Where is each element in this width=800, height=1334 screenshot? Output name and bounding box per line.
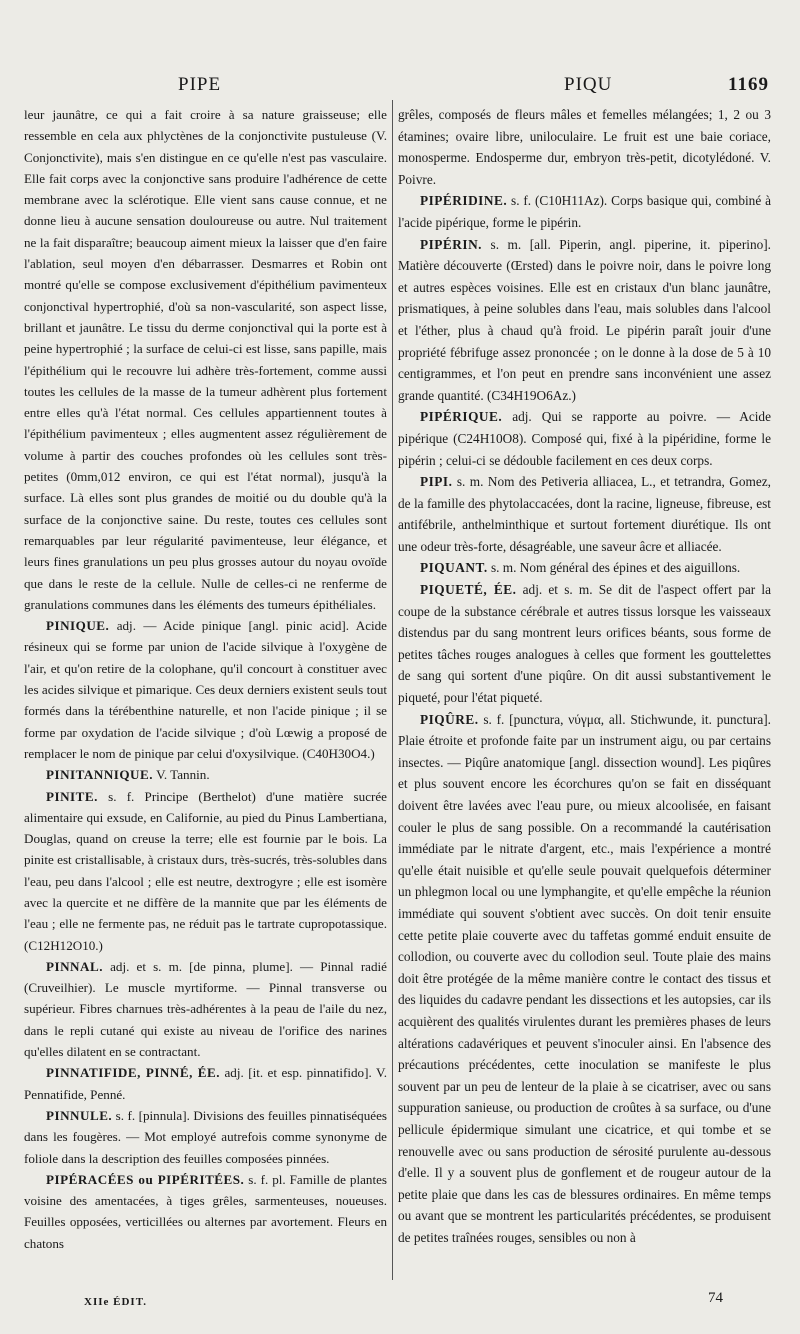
entry	[398, 406, 771, 471]
page-number: 1169	[728, 74, 769, 95]
entry-headword: PINNULE.	[46, 1107, 113, 1123]
entry-text: adj. Qui se rapporte au poivre. — Acide pipérique (C24H10O8). Composé qui, fixé à la pipéridine, forme le pipérin ; celui-ci se dédouble facilement en ces deux corps.	[398, 409, 771, 468]
entry	[24, 786, 387, 956]
entry-text: s. f. [pinnula]. Divisions des feuilles pinnatiséquées dans les fougères. — Mot employé autrefois comme synonyme de foliole dans la description des feuilles composées pinnées.	[24, 1107, 387, 1166]
entry-text: s. m. Nom des Petiveria alliacea, L., et tetrandra, Gomez, de la famille des phytolaccacées, dont la racine, ligneuse, fibreuse, est antifébrile, anthelminthique et surtout fortement diurétique. Ils ont une odeur très-forte, désagréable, une saveur âcre et alliacée.	[398, 474, 771, 554]
entry-text: V. Tannin.	[156, 767, 210, 783]
entry-headword: PINITANNIQUE.	[46, 767, 154, 783]
entry-text: s. f. Principe (Berthelot) d'une matière sucrée alimentaire qui exsude, en Californie, au pied du Pinus Lambertiana, Douglas, quand on creuse la terre; elle est fournie par le bois. La pinite est cristallisable, à cristaux durs, très-sucrés, très-solubles dans l'eau, peu dans l'alcool ; elle est neutre, dextrogyre ; elle est isomère avec la quercite et ne diffère de la mannite que par les éléments de l'eau ; elle ne fermente pas, ne réduit pas le tartrate cupropotassique. (C12H12O10.)	[24, 788, 387, 953]
entry-headword: PIQUANT.	[420, 560, 488, 576]
column-divider	[392, 100, 393, 1280]
entry-headword: PIPÉRIDINE.	[420, 193, 508, 209]
entry-headword: PINIQUE.	[46, 618, 110, 634]
entry-headword: PIQUETÉ, ÉE.	[420, 582, 517, 598]
entry	[24, 615, 387, 764]
entry-headword: PIPÉRACÉES ou PIPÉRITÉES.	[46, 1171, 245, 1187]
entry	[398, 471, 771, 557]
edition-mark: XIIe ÉDIT.	[84, 1296, 147, 1308]
entry	[398, 709, 771, 1249]
entry-text: adj. et s. m. [de pinna, plume]. — Pinnal radié (Cruveilhier). Le muscle myrtiforme. — Pinnal transverse ou supérieur. Fibres charnues très-adhérentes à la peau de l'aile du nez, dans le repli cutané qui existe au niveau de l'orifice des narines qu'elles dilatent en se contractant.	[24, 958, 387, 1060]
signature-mark: 74	[708, 1290, 723, 1306]
entry-headword: PIPÉRIQUE.	[420, 409, 503, 425]
entry-headword: PIPÉRIN.	[420, 236, 482, 252]
entry	[24, 1105, 387, 1169]
continued-paragraph: grêles, composés de fleurs mâles et femelles mélangées; 1, 2 ou 3 étamines; ovaire libre, uniloculaire. Le fruit est une baie coriace, monosperme. Endosperme dur, embryon très-petit, dicotylédoné. V. Poivre.	[398, 107, 771, 187]
entry-text: adj. — Acide pinique [angl. pinic acid]. Acide résineux qui se forme par union de l'acide silvique à l'oxygène de l'air, et qu'on retire de la colophane, qu'il concourt à constituer avec les acides silvique et pimarique. Ces deux derniers existent seuls tout formés dans la térébenthine naturelle, et non l'acide pinique ; il se forme par oxydation de l'acide silvique ; d'où Lœwig a proposé de remplacer le nom de pinique par celui d'oxysilvique. (C40H30O4.)	[24, 618, 387, 761]
entry-text: s. f. [punctura, νύγμα, all. Stichwunde, it. punctura]. Plaie étroite et profonde faite par un instrument aigu, ou par certains insectes. — Piqûre anatomique [angl. dissection wound]. Les piqûres et plus souvent encore les écorchures qu'on se fait en disséquant doivent être lavées avec l'eau pure, ou mieux alcoolisée, en faisant couler le plus de sang possible. On a recommandé la cautérisation immédiate par le nitrate d'argent, etc., mais l'expérience a montré qu'elle était nuisible et qu'elle seule pouvait quelquefois déterminer un phlegmon local ou une lymphangite, et qu'elle empêche la réunion immédiate qui souvent s'obtient avec succès. On doit tenir ensuite cette petite plaie couverte avec du taffetas gommé enduit ensuite de collodion, ou couverte avec du collodion seul. Toute plaie des mains doit être protégée de la même manière contre le contact des tissus et des liquides du cadavre pendant les dissections et les autopsies, car ils acquièrent des qualités virulentes durant les premières phases de leurs altérations cadavériques et peuvent s'inoculer ainsi. En l'absence des précautions précédentes, cette inoculation se manifeste le plus souvent par un peu de lenteur de la plaie à se cicatriser, avec ou sans suppuration sanieuse, ou production de croûtes à sa surface, ou d'une pellicule épidermique simulant une cicatrice, et qui tombe et se renouvelle avec ou sans production de sérosité purulente au-dessous d'elle. Il y a souvent plus de gonflement et de rougeur autour de la petite plaie que dans les cas de blessures ordinaires. En même temps ou avant que se montrent les particularités précédentes, se produisent de petites traînées rouges, sensibles ou non à	[398, 711, 772, 1245]
entry-text: adj. [it. et esp. pinnatifido]. V. Pennatifide, Penné.	[24, 1065, 387, 1102]
running-head-right: PIQU	[564, 74, 613, 95]
entry	[398, 190, 771, 233]
entry-headword: PINNATIFIDE, PINNÉ, ÉE.	[46, 1065, 221, 1081]
entry-headword: PINITE.	[46, 788, 98, 804]
right-column	[398, 104, 771, 1248]
continued-paragraph: leur jaunâtre, ce qui a fait croire à sa nature graisseuse; elle ressemble en cela aux phlyctènes de la conjonctivite pustuleuse (V. Conjonctivite), mais s'en distingue en ce qu'elle n'est pas vasculaire. Elle fait corps avec la conjonctive sans produire l'adhérence de cette membrane avec la sclérotique. Elle vient sans cause connue, et ne donne lieu à aucune sensation douloureuse ou autre. Nul traitement ne la fait disparaître; beaucoup aiment mieux la laisser que d'en faire l'ablation, seul moyen d'en débarrasser. Desmarres et Robin ont montré qu'elle se compose exclusivement d'épithélium pavimenteux conjonctival hypertrophié, d'où sa non-vascularité, son aspect lisse, brillant et jaunâtre. Le tissu du derme conjonctival qui la porte est à peine hypertrophié ; la surface de celui-ci est lisse, sans papille, mais l'épithélium qui le recouvre lui adhère très-fortement, comme aussi toutes les cellules de la masse de la tumeur adhèrent plus fortement entre elles qu'à l'état normal. Ces cellules appartiennent toutes à l'épithélium pavimenteux ; elles augmentent assez régulièrement de volume à partir des couches profondes où les cellules sont très-petites (0mm,012 environ, ce qui est l'état normal), jusqu'à la surface. Là elles sont plus grandes de moitié ou du double qu'à la surface de la conjonctive saine. Du reste, toutes ces cellules sont remarquables par leur régularité pavimenteuse, leur élégance, et leurs fines granulations un peu plus grosses autour du noyau ovoïde que dans le reste de la cellule. Nulle de celles-ci ne renferme de granulations communes dans les éléments des tumeurs épithéliales.	[24, 107, 387, 612]
entry	[398, 579, 771, 709]
entry-text: s. m. Nom général des épines et des aiguillons.	[490, 560, 741, 576]
entry-text: s. f. pl. Famille de plantes voisine des amentacées, à tiges grêles, sarmenteuses, noueuses. Feuilles opposées, verticillées ou alternes par avortement. Fleurs en chatons	[24, 1171, 388, 1251]
entry-headword: PIQÛRE.	[420, 711, 479, 727]
entry	[24, 1169, 387, 1254]
entry-headword: PIPI.	[420, 474, 453, 490]
entry-text: s. m. [all. Piperin, angl. piperine, it. piperino]. Matière découverte (Œrsted) dans le poivre noir, dans le poivre long et autres espèces voisines. Elle est en cristaux d'un blanc jaunâtre, prismatiques, à peine solubles dans l'eau, mais solubles dans l'alcool et l'éther, plus à chaud qu'à froid. Le pipérin paraît jouir d'une propriété fébrifuge assez prononcée ; on le donne à la dose de 5 à 10 centigrammes, et l'on peut en prendre sans inconvénient une assez grande quantité. (C34H19O6Az.)	[398, 236, 771, 403]
running-head-left: PIPE	[178, 74, 222, 95]
entry	[24, 764, 387, 785]
entry-headword: PINNAL.	[46, 958, 103, 974]
entry-text: adj. et s. m. Se dit de l'aspect offert par la coupe de la substance cérébrale et autres tissus lorsque les vaisseaux distendus par du sang montrent leurs orifices béants, sous forme de petites tâches rouges analogues à celles que forment les gouttelettes de sang qui sortent d'une piqûre. On dit aussi substantivement le piqueté, pour l'état piqueté.	[398, 582, 771, 706]
entry	[398, 234, 771, 407]
entry	[24, 1062, 387, 1105]
entry	[24, 956, 387, 1062]
entry	[398, 557, 771, 579]
left-column	[24, 104, 387, 1254]
entry-text: s. f. (C10H11Az). Corps basique qui, combiné à l'acide pipérique, forme le pipérin.	[398, 193, 771, 230]
